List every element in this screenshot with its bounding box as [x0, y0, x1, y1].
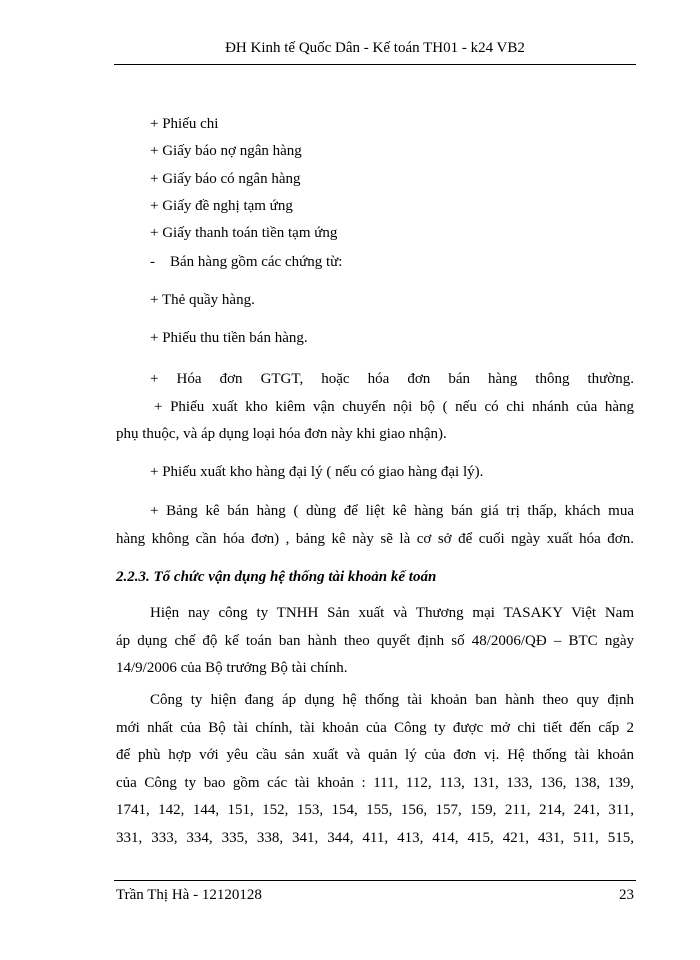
- doc-line: hàng không cần hóa đơn) , bảng kê này sẽ là cơ sở để cuối ngày xuất hóa đơn.: [116, 531, 634, 547]
- doc-line: + Phiếu chi: [150, 116, 219, 132]
- doc-line: áp dụng chế độ kế toán ban hành theo quyết định số 48/2006/QĐ – BTC ngày: [116, 633, 634, 649]
- doc-line: mới nhất của Bộ tài chính, tài khoản của Công ty được mở chi tiết đến cấp 2: [116, 720, 634, 736]
- doc-line: + Phiếu xuất kho hàng đại lý ( nếu có giao hàng đại lý).: [150, 464, 484, 480]
- doc-line: + Giấy báo nợ ngân hàng: [150, 143, 302, 159]
- doc-line: 14/9/2006 của Bộ trưởng Bộ tài chính.: [116, 660, 348, 676]
- doc-line: 1741, 142, 144, 151, 152, 153, 154, 155, 156, 157, 159, 211, 214, 241, 311,: [116, 802, 634, 818]
- doc-line: Hiện nay công ty TNHH Sản xuất và Thương mại TASAKY Việt Nam: [150, 605, 634, 621]
- header-rule: [114, 64, 636, 65]
- doc-line: để phù hợp với yêu cầu sản xuất và quản lý của đơn vị. Hệ thống tài khoản: [116, 747, 634, 763]
- footer-author: Trần Thị Hà - 12120128: [116, 887, 262, 903]
- doc-line: + Giấy thanh toán tiền tạm ứng: [150, 225, 338, 241]
- doc-line: 331, 333, 334, 335, 338, 341, 344, 411, 413, 414, 415, 421, 431, 511, 515,: [116, 830, 634, 846]
- doc-line: + Hóa đơn GTGT, hoặc hóa đơn bán hàng thông thường.: [150, 371, 634, 387]
- doc-line: phụ thuộc, và áp dụng loại hóa đơn này khi giao nhận).: [116, 426, 447, 442]
- doc-line: + Phiếu thu tiền bán hàng.: [150, 330, 308, 346]
- doc-line: + Giấy báo có ngân hàng: [150, 171, 301, 187]
- doc-line: của Công ty bao gồm các tài khoản : 111, 112, 113, 131, 133, 136, 138, 139,: [116, 775, 634, 791]
- doc-line: + Giấy đề nghị tạm ứng: [150, 198, 293, 214]
- doc-line: + Bảng kê bán hàng ( dùng để liệt kê hàng bán giá trị thấp, khách mua: [150, 503, 634, 519]
- doc-line: + Phiếu xuất kho kiêm vận chuyển nội bộ ( nếu có chi nhánh của hàng: [154, 399, 634, 415]
- doc-line: + Thẻ quầy hàng.: [150, 292, 255, 308]
- footer-rule: [114, 880, 636, 881]
- section-heading: 2.2.3. Tổ chức vận dụng hệ thống tài khoản kế toán: [116, 569, 437, 585]
- doc-line: - Bán hàng gồm các chứng từ:: [150, 254, 343, 270]
- doc-line: Công ty hiện đang áp dụng hệ thống tài khoản ban hành theo quy định: [150, 692, 634, 708]
- page-header: ĐH Kinh tế Quốc Dân - Kế toán TH01 - k24 VB2: [225, 40, 525, 56]
- page-number: 23: [619, 887, 634, 903]
